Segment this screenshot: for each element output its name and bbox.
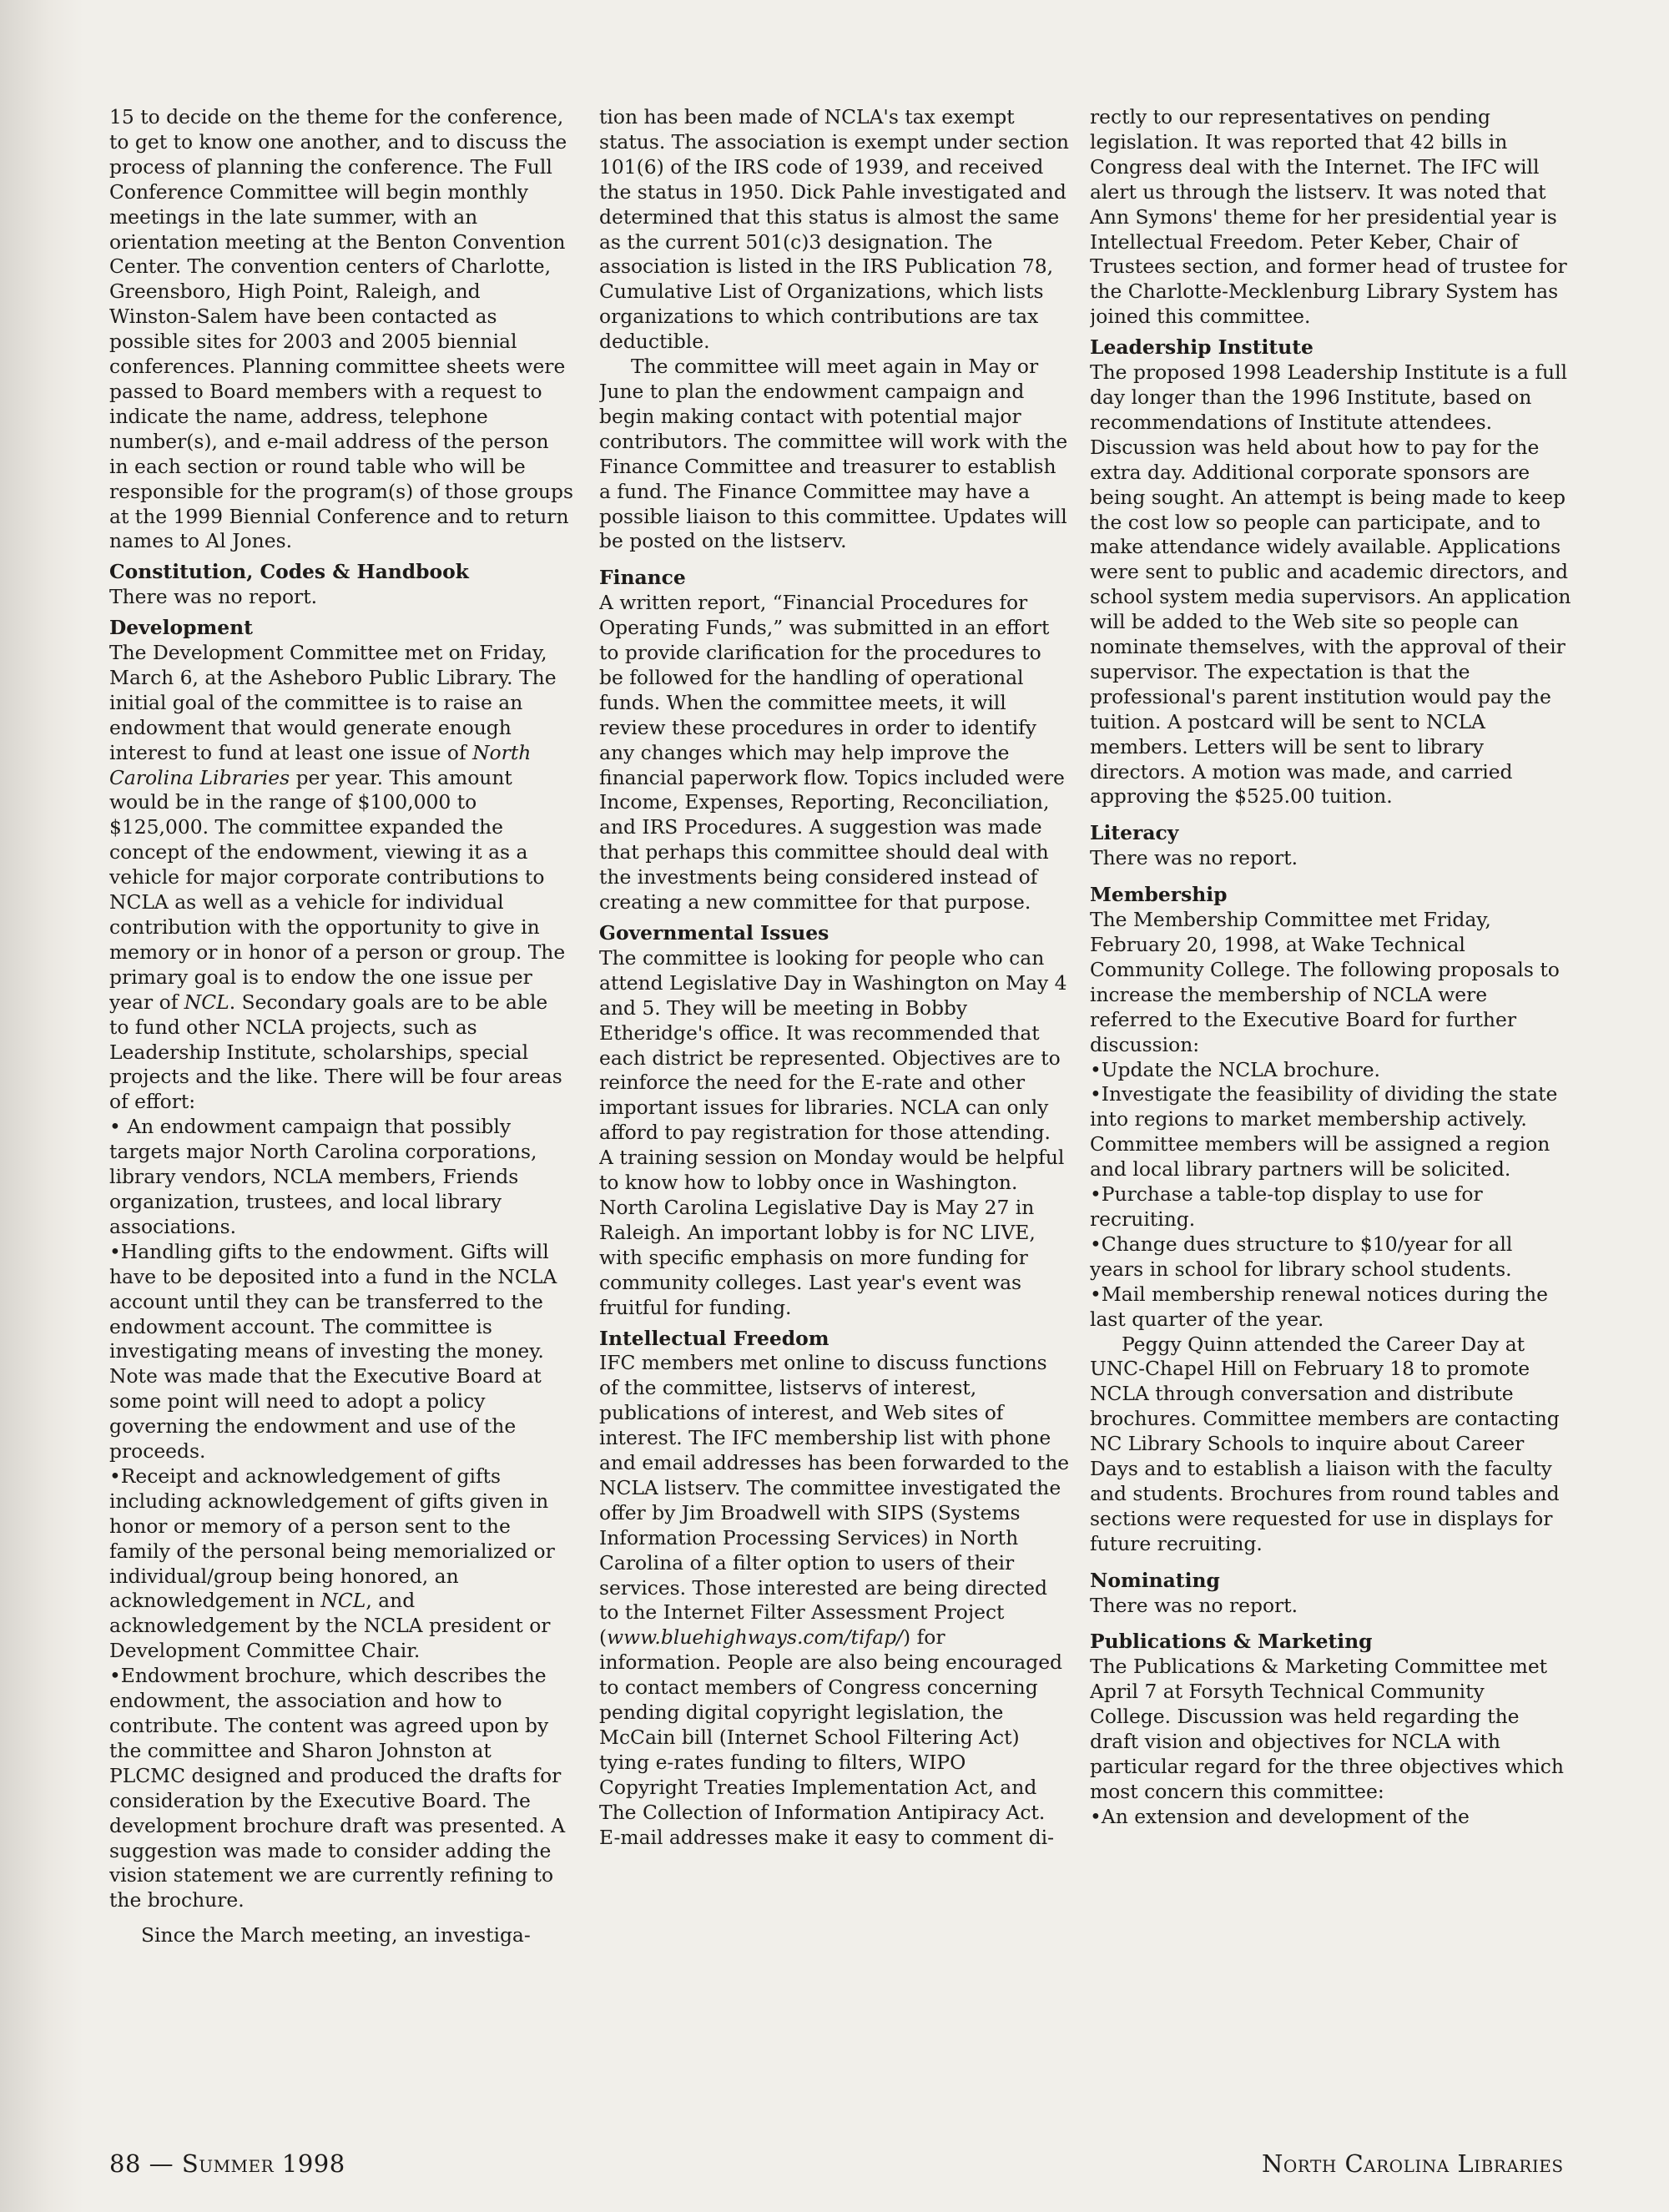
section-heading-literacy: Literacy: [1090, 821, 1179, 845]
list-item: •Change dues structure to $10/year for all years in school for library school students.: [1090, 1232, 1513, 1281]
list-item: •Investigate the feasibility of dividing the state into regions to market membership actively. Committee members will be assigned a region and local library partners will be solicited.: [1090, 1082, 1558, 1182]
column-3: [1090, 105, 1571, 2133]
paragraph: The committee is looking for people who can attend Legislative Day in Washington on May 4 and 5. They will be meeting in Bobby Etheridge's office. It was recommended that each district be represented. Objectives are to reinforce the need for the E-rate and other important issues for libraries. NCLA can only afford to pay registration for those attending. A training session on Monday would be helpful to know how to lobby once in Washington. North Carolina Legislative Day is May 27 in Raleigh. An important lobby is for NC LIVE, with specific emphasis on more funding for community colleges. Last year's event was fruitful for funding.: [599, 945, 1067, 1319]
section-heading-constitution: Constitution, Codes & Handbook: [109, 560, 469, 584]
paragraph: There was no report.: [1090, 846, 1298, 870]
page-footer-left: [109, 2149, 345, 2178]
page-footer-right: [1262, 2149, 1564, 2178]
paragraph: The proposed 1998 Leadership Institute is a full day longer than the 1996 Institute, based on recommendations of Institute attendees. Discussion was held about how to pay for the extra day. Additional corporate sponsors are being sought. An attempt is being made to keep the cost low so people can participate, and to make attendance widely available. Applications were sent to public and academic directors, and school system media supervisors. An application will be added to the Web site so people can nominate themselves, with the approval of their supervisor. The expectation is that the professional's parent institution would pay the tuition. A postcard will be sent to NCLA members. Letters will be sent to library directors. A motion was made, and carried approving the $525.00 tuition.: [1090, 360, 1571, 809]
page-edge-shadow: [0, 0, 83, 2212]
page-number: 88: [109, 2149, 141, 2178]
section-heading-membership: Membership: [1090, 883, 1228, 907]
list-item: •Endowment brochure, which describes the endowment, the association and how to contribute. The content was agreed upon by the committee and Sharon Johnston at PLCMC designed and produced the drafts for consideration by the Executive Board. The development brochure draft was presented. A suggestion was made to consider adding the vision statement we are currently refining to the brochure.: [109, 1664, 566, 1912]
paragraph: The Membership Committee met Friday, February 20, 1998, at Wake Technical Community College. The following proposals to increase the membership of NCLA were referred to the Executive Board for further discussion:: [1090, 908, 1560, 1056]
paragraph: tion has been made of NCLA's tax exempt status. The association is exempt under section 101(6) of the IRS code of 1939, and received the status in 1950. Dick Pahle investigated and determined that this status is almost the same as the current 501(c)3 designation. The association is listed in the IRS Publication 78, Cumulative List of Organizations, which lists organizations to which contributions are tax deductible.: [599, 105, 1069, 354]
list-item: •Purchase a table-top display to use for recruiting.: [1090, 1182, 1483, 1231]
list-item: •Receipt and acknowledgement of gifts including acknowledgement of gifts given in honor or memory of a person sent to the family of the personal being memorialized or individual/group being honored, an acknowledgement in NCL, and acknowledgement by the NCLA president or Development Committee Chair.: [109, 1464, 555, 1663]
list-item: •An extension and development of the: [1090, 1804, 1470, 1828]
paragraph: There was no report.: [109, 585, 318, 609]
section-heading-nominating: Nominating: [1090, 1568, 1220, 1592]
paragraph: IFC members met online to discuss functions of the committee, listservs of interest, publications of interest, and Web sites of interest. The IFC membership list with phone and email addresses has been forwarded to the NCLA listserv. The committee investigated the offer by Jim Broadwell with SIPS (Systems Information Processing Services) in North Carolina of a filter option to users of their services. Those interested are being directed to the Internet Filter Assessment Project (www.bluehighways.com/tifap/) for information. People are also being encouraged to contact members of Congress concerning pending digital copyright legislation, the McCain bill (Internet School Filtering Act) tying e-rates funding to filters, WIPO Copyright Treaties Implementation Act, and The Collection of Information Antipiracy Act. E-mail addresses make it easy to comment di-: [599, 1351, 1070, 1849]
paragraph: rectly to our representatives on pending legislation. It was reported that 42 bills in Congress deal with the Internet. The IFC will alert us through the listserv. It was noted that Ann Symons' theme for her presidential year is Intellectual Freedom. Peter Keber, Chair of Trustees section, and former head of trustee for the Charlotte-Mecklenburg Library System has joined this committee.: [1090, 105, 1567, 329]
section-heading-finance: Finance: [599, 566, 686, 590]
list-item: •Update the NCLA brochure.: [1090, 1057, 1380, 1081]
journal-title: North Carolina Libraries: [1262, 2149, 1564, 2178]
paragraph: The Development Committee met on Friday, March 6, at the Asheboro Public Library. The initial goal of the committee is to raise an endowment that would generate enough interest to fund at least one issue of North Carolina Libraries per year. This amount would be in the range of $100,000 to $125,000. The committee expanded the concept of the endowment, viewing it as a vehicle for major corporate contributions to NCLA as well as a vehicle for individual contribution with the opportunity to give in memory or in honor of a person or group. The primary goal is to endow the one issue per year of NCL. Secondary goals are to be able to fund other NCLA projects, such as Leadership Institute, scholarships, special projects and the like. There will be four areas of effort:: [109, 641, 566, 1114]
issue-label: Summer 1998: [181, 2149, 345, 2178]
section-heading-publications-marketing: Publications & Marketing: [1090, 1630, 1373, 1654]
footer-dash: —: [149, 2149, 174, 2178]
list-item: • An endowment campaign that possibly targets major North Carolina corporations, library vendors, NCLA members, Friends organization, trustees, and local library associations.: [109, 1115, 537, 1238]
paragraph: A written report, “Financial Procedures for Operating Funds,” was submitted in an effort to provide clarification for the procedures to be followed for the handling of operational funds. When the committee meets, it will review these procedures in order to identify any changes which may help improve the financial paperwork flow. Topics included were Income, Expenses, Reporting, Reconciliation, and IRS Procedures. A suggestion was made that perhaps this committee should deal with the investments being considered instead of creating a new committee for that purpose.: [599, 591, 1065, 915]
section-heading-governmental-issues: Governmental Issues: [599, 921, 829, 945]
section-heading-intellectual-freedom: Intellectual Freedom: [599, 1326, 829, 1350]
url-link[interactable]: www.bluehighways.com/tifap/: [607, 1625, 904, 1650]
italic-title: NCL: [184, 990, 229, 1014]
column-2: [599, 105, 1070, 2133]
section-heading-development: Development: [109, 616, 253, 640]
paragraph: 15 to decide on the theme for the conference, to get to know one another, and to discuss the process of planning the conference. The Full Conference Committee will begin monthly meetings in the late summer, with an orientation meeting at the Benton Convention Center. The convention centers of Charlotte, Greensboro, High Point, Raleigh, and Winston-Salem have been contacted as possible sites for 2003 and 2005 biennial conferences. Planning committee sheets were passed to Board members with a request to indicate the name, address, telephone number(s), and e-mail address of the person in each section or round table who will be responsible for the program(s) of those groups at the 1999 Biennial Conference and to return names to Al Jones.: [109, 105, 573, 553]
paragraph: There was no report.: [1090, 1593, 1298, 1617]
italic-title: North Carolina Libraries: [109, 740, 532, 789]
paragraph: Since the March meeting, an investiga-: [141, 1923, 531, 1947]
paragraph: The Publications & Marketing Committee met April 7 at Forsyth Technical Community College. Discussion was held regarding the draft vision and objectives for NCLA with particular regard for the three objectives which most concern this committee:: [1090, 1655, 1564, 1803]
italic-title: NCL: [320, 1589, 366, 1613]
section-heading-leadership-institute: Leadership Institute: [1090, 335, 1314, 360]
paragraph: The committee will meet again in May or June to plan the endowment campaign and begin making contact with potential major contributors. The committee will work with the Finance Committee and treasurer to establish a fund. The Finance Committee may have a possible liaison to this committee. Updates will be posted on the listserv.: [599, 355, 1068, 553]
paragraph: Peggy Quinn attended the Career Day at UNC-Chapel Hill on February 18 to promote NCLA through conversation and distribute brochures. Committee members are contacting NC Library Schools to inquire about Career Days and to establish a liaison with the faculty and students. Brochures from round tables and sections were requested for use in displays for future recruiting.: [1090, 1332, 1560, 1555]
list-item: •Handling gifts to the endowment. Gifts will have to be deposited into a fund in the NCLA account until they can be transferred to the endowment account. The committee is investigating means of investing the money. Note was made that the Executive Board at some point will need to adopt a policy governing the endowment and use of the proceeds.: [109, 1239, 557, 1464]
list-item: •Mail membership renewal notices during the last quarter of the year.: [1090, 1282, 1548, 1331]
column-1: [109, 105, 573, 2133]
